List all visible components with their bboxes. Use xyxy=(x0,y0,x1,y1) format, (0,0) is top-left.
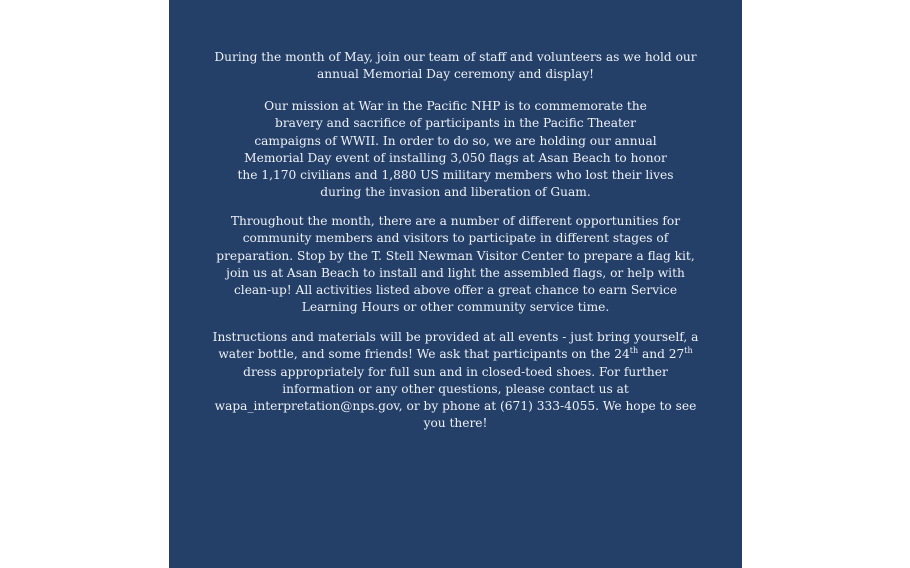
text-line: you there! xyxy=(423,416,488,431)
ordinal-suffix: th xyxy=(684,346,693,356)
text-line: Instructions and materials will be provided at all events - just bring yourself, a xyxy=(212,330,699,344)
text-line: Throughout the month, there are a number of different opportunities for xyxy=(230,214,681,228)
text-line: annual Memorial Day ceremony and display! xyxy=(316,67,595,82)
text-line: information or any other questions, please contact us at xyxy=(282,381,629,396)
text-line: join us at Asan Beach to install and light the assembled flags, or help with xyxy=(226,265,685,280)
text-line: bravery and sacrifice of participants in the Pacific Theater xyxy=(275,116,636,131)
text-line: Learning Hours or other community service time. xyxy=(301,300,610,315)
text-line: campaigns of WWII. In order to do so, we are holding our annual xyxy=(254,133,657,148)
text-line: community members and visitors to participate in different stages of xyxy=(242,231,669,246)
paragraph-intro xyxy=(169,49,742,84)
text-line: preparation. Stop by the T. Stell Newman Visitor Center to prepare a flag kit, xyxy=(216,248,695,263)
ordinal-suffix: th xyxy=(629,346,639,356)
text-line: wapa_interpretation@nps.gov, or by phone at (671) 333-4055. We hope to see xyxy=(214,399,697,414)
text-line: clean-up! All activities listed above offer a great chance to earn Service xyxy=(233,283,678,298)
text-segment: and 27 xyxy=(638,347,685,362)
text-line: dress appropriately for full sun and in closed-toed shoes. For further xyxy=(243,364,668,379)
announcement-panel xyxy=(169,0,742,568)
paragraph-instructions xyxy=(169,329,742,433)
paragraph-opportunities xyxy=(169,213,742,317)
text-line: during the invasion and liberation of Guam. xyxy=(320,185,591,200)
text-line xyxy=(169,346,742,363)
text-line: the 1,170 civilians and 1,880 US military members who lost their lives xyxy=(237,168,674,183)
text-line: During the month of May, join our team of staff and volunteers as we hold our xyxy=(214,50,697,64)
text-segment: water bottle, and some friends! We ask that participants on the 24 xyxy=(218,347,630,362)
text-line: Memorial Day event of installing 3,050 flags at Asan Beach to honor xyxy=(244,150,667,165)
paragraph-mission xyxy=(169,98,742,202)
text-line: Our mission at War in the Pacific NHP is to commemorate the xyxy=(264,99,647,113)
